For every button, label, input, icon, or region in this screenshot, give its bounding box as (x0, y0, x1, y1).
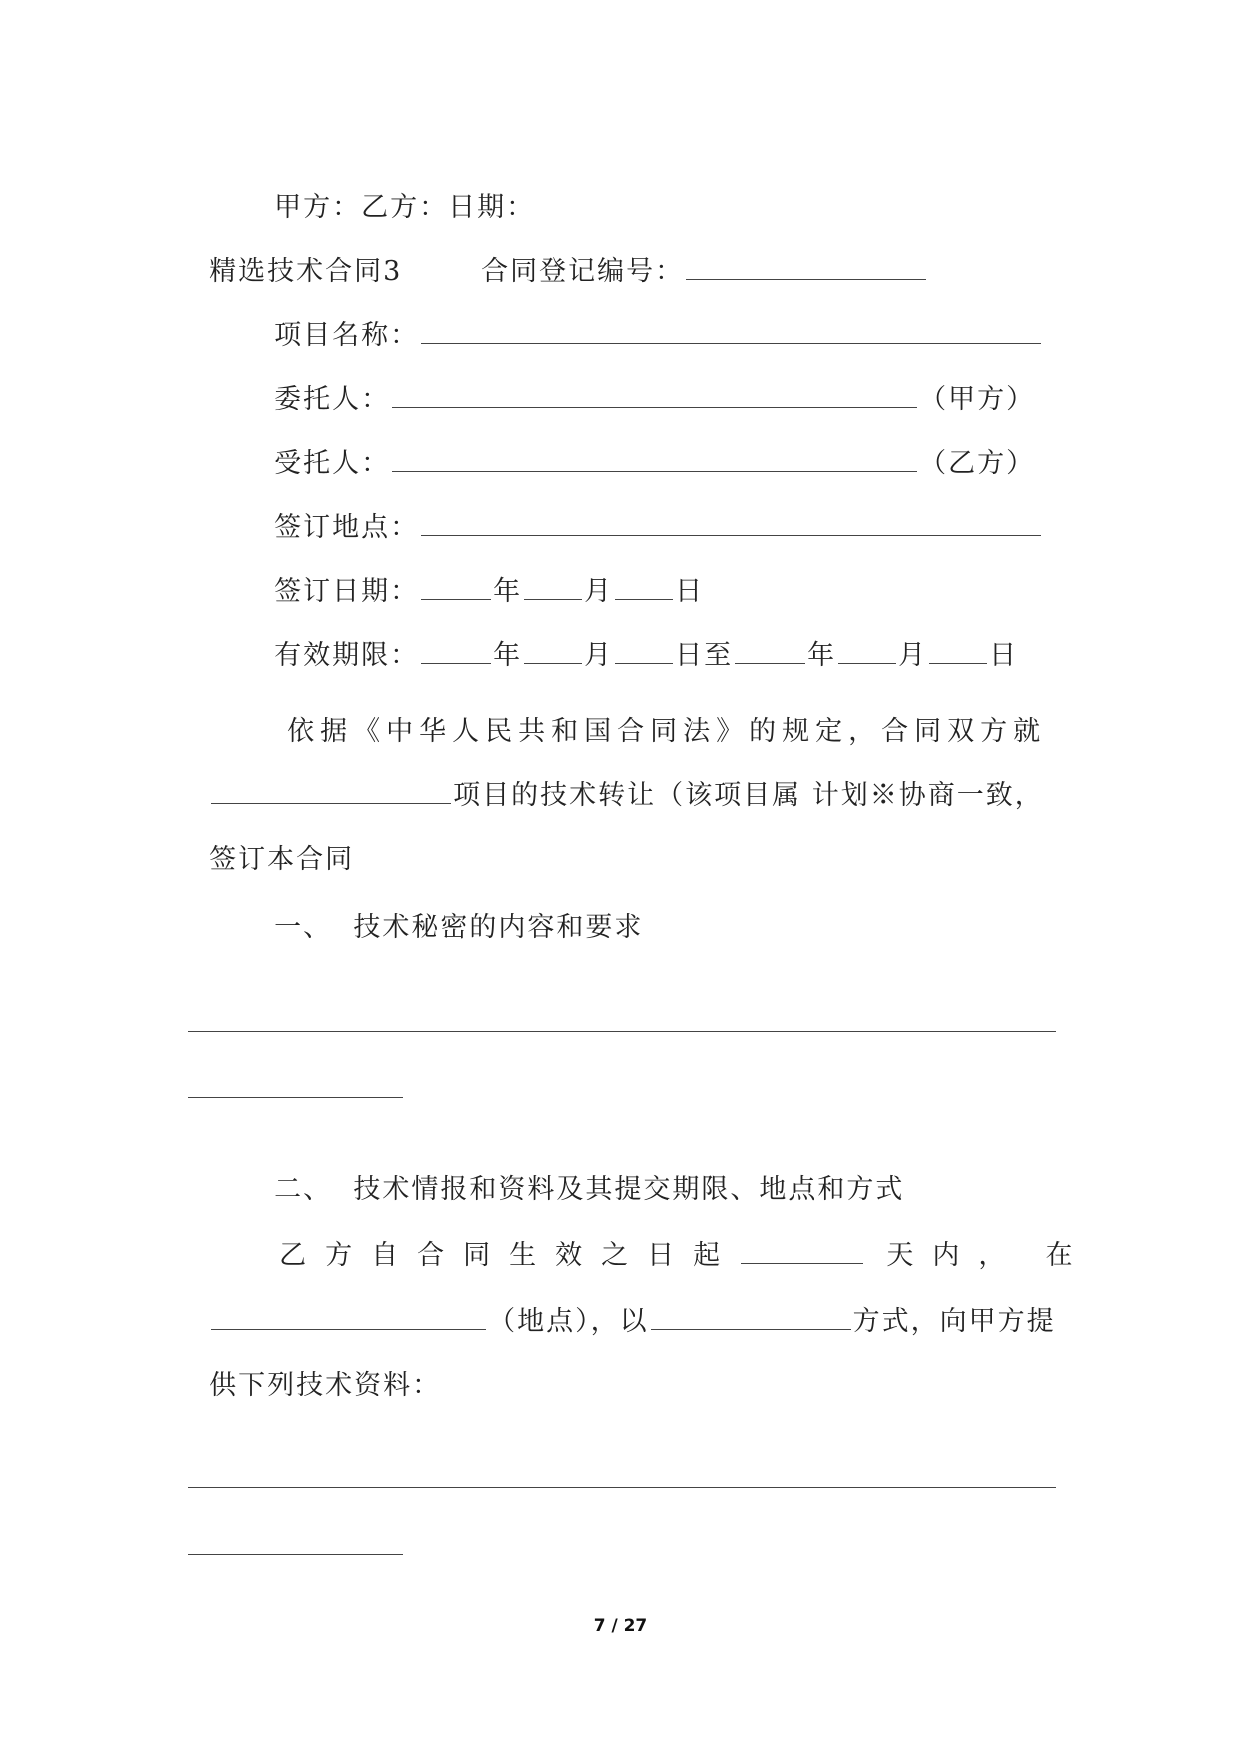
trustee-label: 受托人： (274, 448, 391, 479)
page-number: 7 / 27 (593, 1616, 648, 1636)
month-label: 月 (584, 576, 614, 607)
preamble-text-1: 依据《中华人民共和国合同法》的规定，合同双方就 (287, 716, 1047, 747)
client-label: 委托人： (274, 384, 391, 415)
section-2-blank-line-1[interactable] (188, 1487, 1056, 1488)
date-label: 日期： (448, 192, 536, 223)
year-label: 年 (493, 640, 523, 671)
section-2-blank-line-2[interactable] (188, 1554, 403, 1555)
section-1-heading (253, 868, 643, 948)
yifang-label: 乙方： (361, 192, 449, 223)
sign-date-label: 签订日期： (274, 576, 420, 607)
days-blank[interactable] (741, 1237, 863, 1264)
section-2-text-1c: 在 (1045, 1240, 1075, 1271)
section-1-blank-line-1[interactable] (188, 1031, 1056, 1032)
section-2-text-2a: （地点），以 (488, 1306, 649, 1337)
method-blank[interactable] (651, 1303, 851, 1330)
section-1-blank-line-2[interactable] (188, 1097, 403, 1098)
validity-line (253, 596, 1018, 676)
preamble-text-3: 签订本合同 (209, 844, 355, 875)
preamble-text-2: 项目的技术转让（该项目属 计划※协商一致， (453, 780, 1044, 811)
day-label: 日 (675, 576, 705, 607)
project-name-label: 项目名称： (274, 320, 420, 351)
section-2-text-1a: 乙方自合同生效之日起 (279, 1240, 740, 1271)
jiafang-label: 甲方： (274, 192, 362, 223)
valid-to-month-blank[interactable] (838, 637, 896, 664)
contract-title: 精选技术合同3 (209, 256, 403, 287)
reg-no-label: 合同登记编号： (481, 256, 685, 287)
section-2-text-3: 供下列技术资料： (209, 1370, 442, 1401)
validity-label: 有效期限： (274, 640, 420, 671)
month-label: 月 (584, 640, 614, 671)
valid-from-year-blank[interactable] (421, 637, 491, 664)
day-label: 日 (989, 640, 1019, 671)
trustee-role: （乙方） (919, 448, 1036, 479)
client-role: （甲方） (919, 384, 1036, 415)
section-1-title: 技术秘密的内容和要求 (353, 912, 644, 943)
section-1-number: 一、 (274, 912, 333, 943)
valid-from-day-blank[interactable] (615, 637, 673, 664)
valid-to-year-blank[interactable] (735, 637, 805, 664)
section-2-para-line-3 (188, 1326, 441, 1406)
section-2-text-2b: 方式，向甲方提 (852, 1306, 1056, 1337)
month-label: 月 (898, 640, 928, 671)
day-to-label: 日至 (675, 640, 734, 671)
valid-from-month-blank[interactable] (524, 637, 582, 664)
year-label: 年 (493, 576, 523, 607)
year-label: 年 (807, 640, 837, 671)
section-2-title: 技术情报和资料及其提交期限、地点和方式 (353, 1174, 905, 1205)
valid-to-day-blank[interactable] (929, 637, 987, 664)
sign-place-label: 签订地点： (274, 512, 420, 543)
section-2-text-1b: 天内， (886, 1240, 1025, 1271)
section-2-number: 二、 (274, 1174, 333, 1205)
